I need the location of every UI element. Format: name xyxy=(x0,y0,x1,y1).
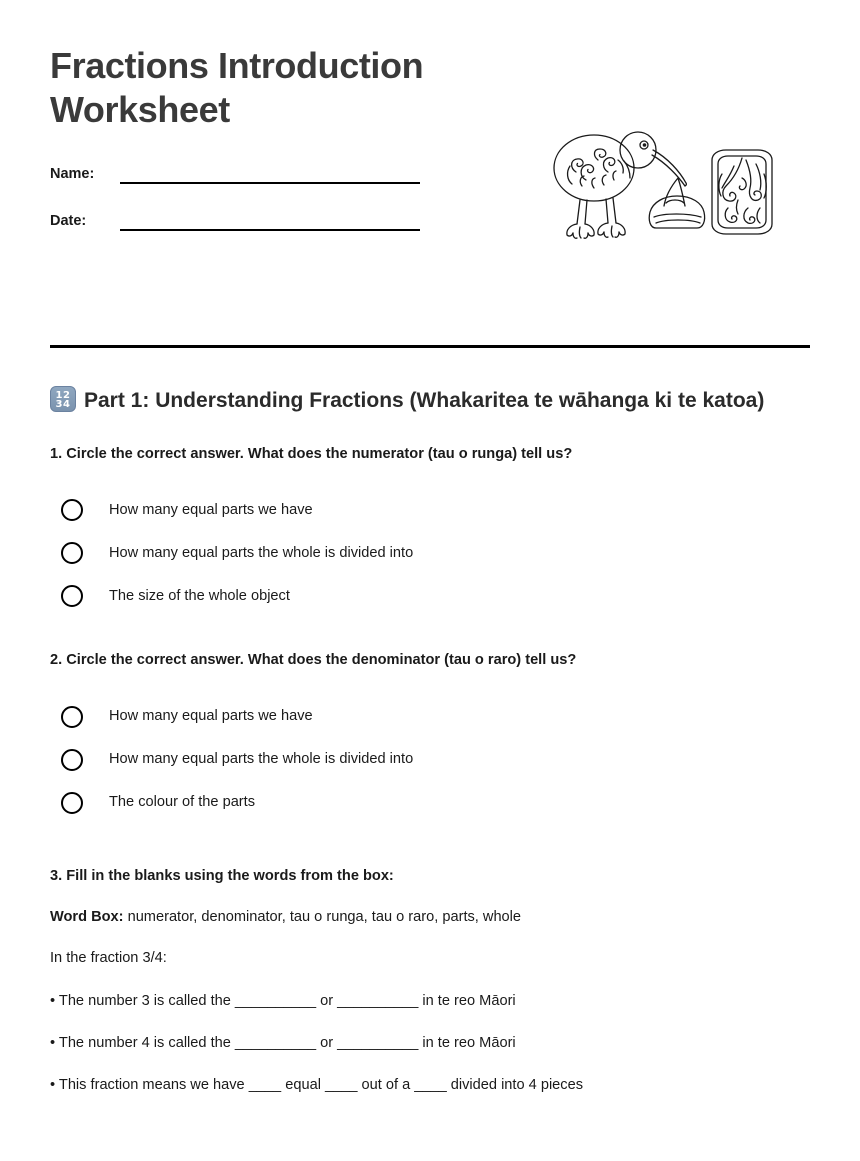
question-2 xyxy=(50,650,810,824)
fill-blank-bullet-2[interactable]: • The number 4 is called the __________ or __________ in te reo Māori xyxy=(50,1034,516,1051)
name-field-label: Name: xyxy=(50,166,95,182)
input-numbers-icon-bottom: 34 xyxy=(55,399,71,410)
question-3-prompt: 3. Fill in the blanks using the words from the box: xyxy=(50,868,394,885)
option-label: How many equal parts we have xyxy=(109,502,313,519)
question-1-text: 1. Circle the correct answer. What does the numerator (tau o runga) tell us? xyxy=(50,445,573,462)
question-1-option-1[interactable] xyxy=(50,489,810,532)
option-label: How many equal parts we have xyxy=(109,708,313,725)
word-box-label: Word Box: xyxy=(50,909,124,926)
option-label: The colour of the parts xyxy=(109,794,256,811)
question-3 xyxy=(50,866,810,1096)
worksheet-content xyxy=(50,386,810,1096)
word-box-line xyxy=(50,887,810,928)
part1-heading xyxy=(50,386,810,416)
radio-circle-icon[interactable] xyxy=(61,499,83,521)
radio-circle-icon[interactable] xyxy=(61,706,83,728)
date-write-line[interactable] xyxy=(120,229,420,231)
document-header xyxy=(50,44,530,132)
question-1-option-2[interactable] xyxy=(50,532,810,575)
question-2-text: 2. Circle the correct answer. What does the denominator (tau o raro) tell us? xyxy=(50,651,577,668)
date-field-row xyxy=(50,210,450,257)
radio-circle-icon[interactable] xyxy=(61,585,83,607)
part1-heading-text: Part 1: Understanding Fractions (Whakaritea te wāhanga ki te katoa) xyxy=(84,389,765,412)
radio-circle-icon[interactable] xyxy=(61,542,83,564)
fill-blank-bullet-3[interactable]: • This fraction means we have ____ equal ____ out of a ____ divided into 4 pieces xyxy=(50,1076,584,1093)
kiwi-bird-and-maori-carving-illustration xyxy=(546,120,794,245)
question-1-options xyxy=(50,489,810,618)
question-2-option-2[interactable] xyxy=(50,738,810,781)
date-field-label: Date: xyxy=(50,213,87,229)
page-title: Fractions Introduction Worksheet xyxy=(50,45,424,130)
name-field-row xyxy=(50,163,450,210)
option-label: How many equal parts the whole is divided into xyxy=(109,751,414,768)
question-2-option-1[interactable] xyxy=(50,695,810,738)
fraction-intro: In the fraction 3/4: xyxy=(50,950,167,967)
question-1-option-3[interactable] xyxy=(50,575,810,618)
student-info-fields xyxy=(50,163,450,257)
name-write-line[interactable] xyxy=(120,182,420,184)
input-numbers-icon-top: 12 xyxy=(55,390,71,401)
fill-blank-bullet-1[interactable]: • The number 3 is called the __________ or __________ in te reo Māori xyxy=(50,992,516,1009)
question-2-option-3[interactable] xyxy=(50,781,810,824)
option-label: The size of the whole object xyxy=(109,588,290,605)
section-divider xyxy=(50,345,810,348)
option-label: How many equal parts the whole is divided into xyxy=(109,545,414,562)
question-2-options xyxy=(50,695,810,824)
input-numbers-icon xyxy=(50,386,76,412)
radio-circle-icon[interactable] xyxy=(61,792,83,814)
question-1 xyxy=(50,444,810,618)
word-box-words: numerator, denominator, tau o runga, tau o raro, parts, whole xyxy=(127,909,522,926)
radio-circle-icon[interactable] xyxy=(61,749,83,771)
